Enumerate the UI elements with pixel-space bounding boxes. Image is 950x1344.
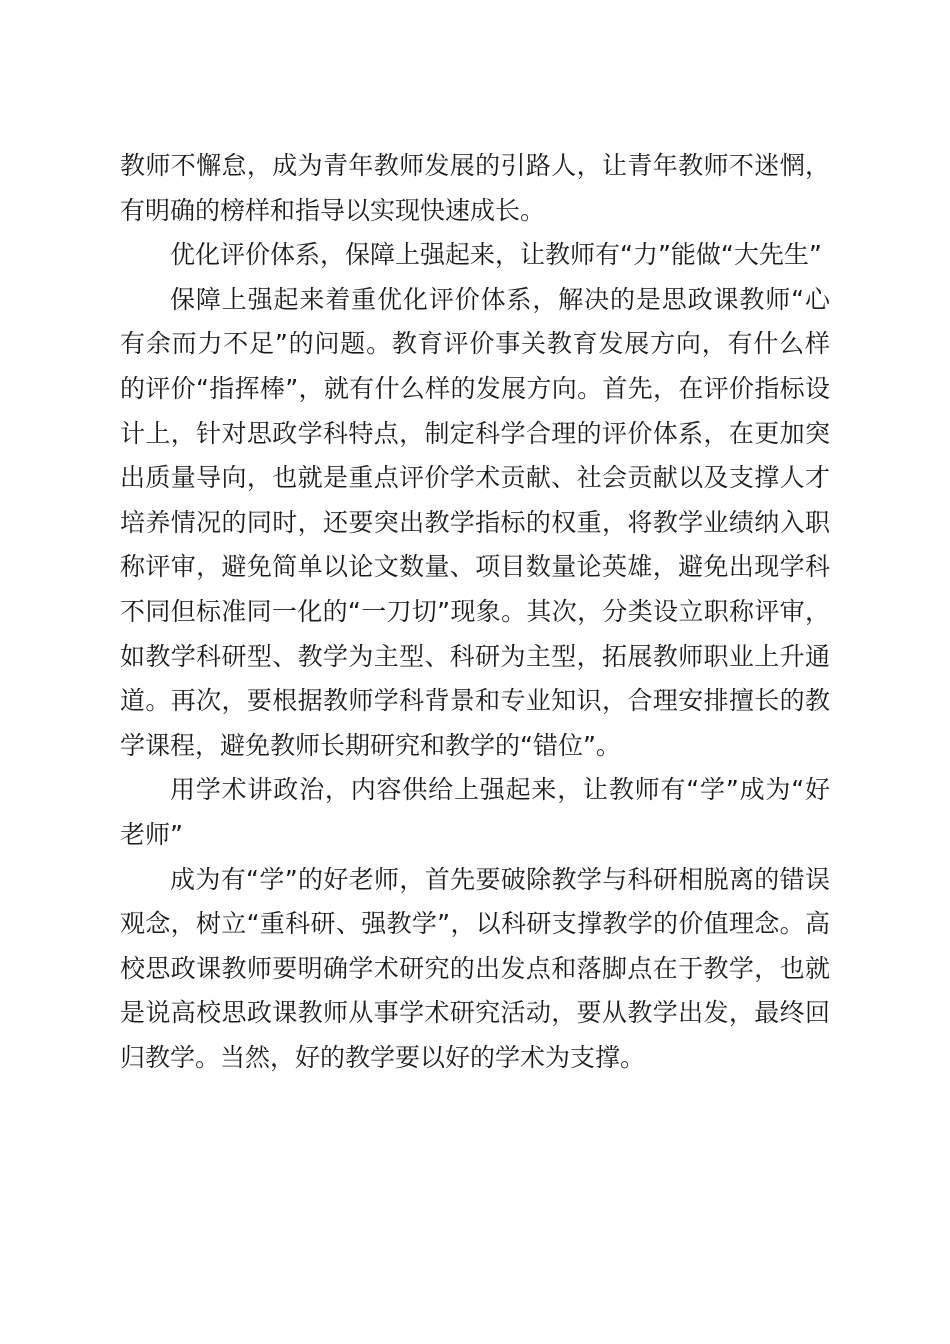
document-page: [120, 144, 830, 1080]
section-heading-evaluation: 优化评价体系，保障上强起来，让教师有“力”能做“大先生”: [170, 240, 822, 270]
paragraph-evaluation-body: 保障上强起来着重优化评价体系，解决的是思政课教师“心有余而力不足”的问题。教育评价事关教育发展方向，有什么样的评价“指挥棒”，就有什么样的发展方向。首先，在评价指标设计上，针对思政学科特点，制定科学合理的评价体系，在更加突出质量导向，也就是重点评价学术贡献、社会贡献以及支撑人才培养情况的同时，还要突出教学指标的权重，将教学业绩纳入职称评审，避免简单以论文数量、项目数量论英雄，避免出现学科不同但标准同一化的“一刀切”现象。其次，分类设立职称评审，如教学科研型、教学为主型、科研为主型，拓展教师职业上升通道。再次，要根据教师学科背景和专业知识，合理安排擅长的教学课程，避免教师长期研究和教学的“错位”。: [120, 284, 830, 760]
section-heading-academic: 用学术讲政治，内容供给上强起来，让教师有“学”成为“好老师”: [120, 775, 830, 849]
paragraph-continuation: 教师不懈怠，成为青年教师发展的引路人，让青年教师不迷惘，有明确的榜样和指导以实现快速成长。: [120, 151, 830, 225]
paragraph-academic-body: 成为有“学”的好老师，首先要破除教学与科研相脱离的错误观念，树立“重科研、强教学”，以科研支撑教学的价值理念。高校思政课教师要明确学术研究的出发点和落脚点在于教学，也就是说高校思政课教师从事学术研究活动，要从教学出发，最终回归教学。当然，好的教学要以好的学术为支撑。: [120, 864, 830, 1072]
